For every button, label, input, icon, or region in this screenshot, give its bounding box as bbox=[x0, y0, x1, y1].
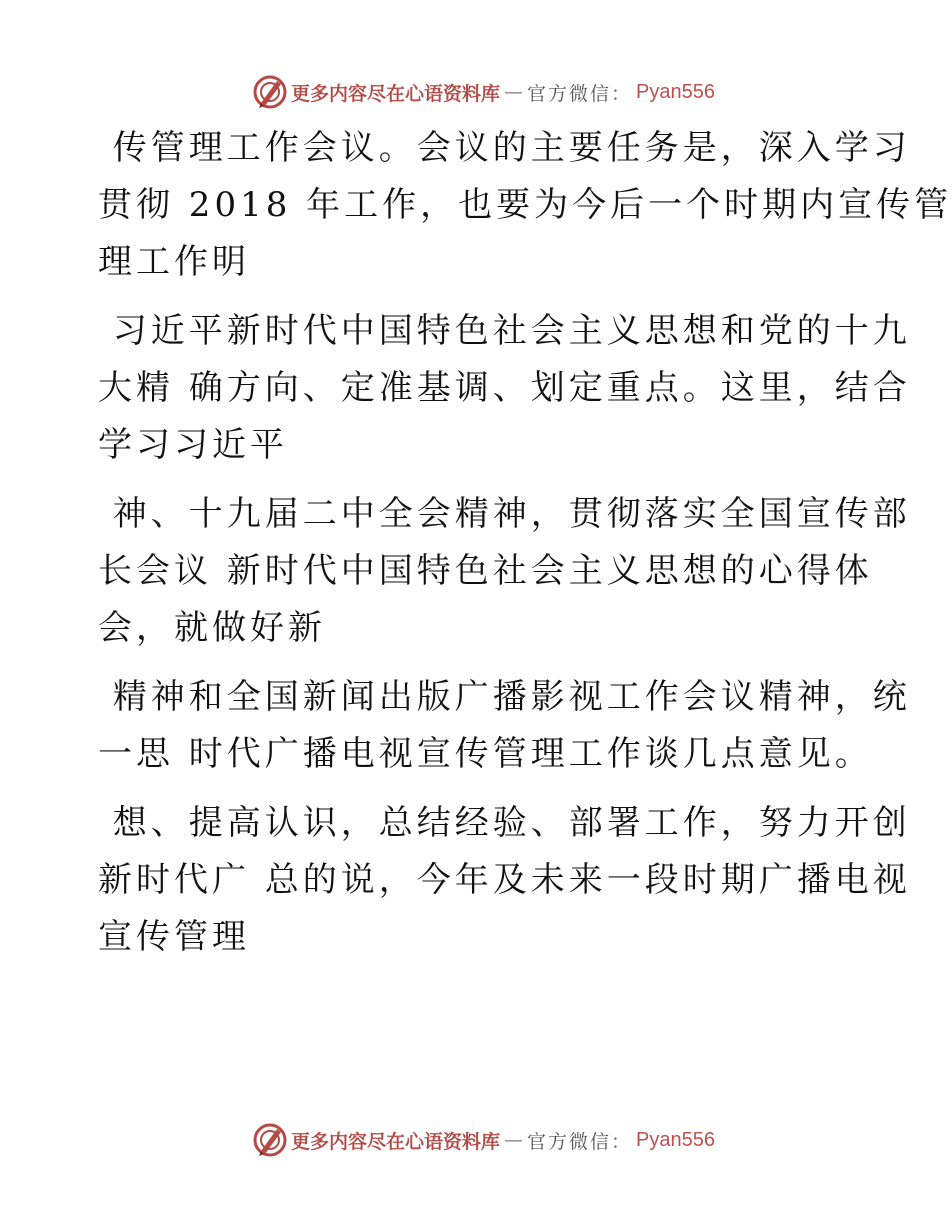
header-wechat-label: 官方微信： bbox=[527, 82, 633, 105]
footer-wechat-label: 官方微信： bbox=[527, 1130, 633, 1153]
text-line: 贯彻 2018 年工作，也要为今后一个时期内宣传管 bbox=[98, 185, 952, 225]
footer-banner-inner bbox=[253, 1123, 715, 1157]
header-banner-inner bbox=[253, 75, 715, 109]
text-line: 学习习近平 bbox=[98, 425, 288, 465]
document-body bbox=[98, 120, 952, 978]
text-line: 习近平新时代中国特色社会主义思想和党的十九 bbox=[98, 311, 911, 351]
text-line: 一思 时代广播电视宣传管理工作谈几点意见。 bbox=[98, 734, 873, 774]
pen-logo-icon bbox=[253, 1123, 287, 1157]
footer-banner bbox=[0, 1120, 950, 1160]
text-line: 大精 确方向、定准基调、划定重点。这里，结合 bbox=[98, 368, 911, 408]
header-wechat-id: Pyan556 bbox=[636, 80, 715, 103]
footer-wechat-id: Pyan556 bbox=[636, 1128, 715, 1151]
text-line: 长会议 新时代中国特色社会主义思想的心得体 bbox=[98, 551, 873, 591]
paragraph bbox=[98, 486, 911, 657]
header-site-text: 更多内容尽在心语资料库 bbox=[291, 82, 501, 105]
text-line: 传管理工作会议。会议的主要任务是，深入学习 bbox=[98, 128, 911, 168]
paragraph bbox=[98, 120, 952, 291]
header-banner bbox=[0, 72, 950, 112]
footer-site-text: 更多内容尽在心语资料库 bbox=[291, 1130, 501, 1153]
text-line: 会，就做好新 bbox=[98, 608, 326, 648]
paragraph bbox=[98, 669, 911, 783]
header-dash: — bbox=[504, 81, 524, 103]
text-line: 宣传管理 bbox=[98, 917, 250, 957]
paragraph bbox=[98, 303, 911, 474]
pen-logo-icon bbox=[253, 75, 287, 109]
text-line: 想、提高认识，总结经验、部署工作，努力开创 bbox=[98, 803, 911, 843]
text-line: 理工作明 bbox=[98, 242, 250, 282]
footer-dash: — bbox=[504, 1129, 524, 1151]
text-line: 新时代广 总的说，今年及未来一段时期广播电视 bbox=[98, 860, 911, 900]
text-line: 神、十九届二中全会精神，贯彻落实全国宣传部 bbox=[98, 494, 911, 534]
paragraph bbox=[98, 795, 911, 966]
text-line: 精神和全国新闻出版广播影视工作会议精神，统 bbox=[98, 677, 911, 717]
